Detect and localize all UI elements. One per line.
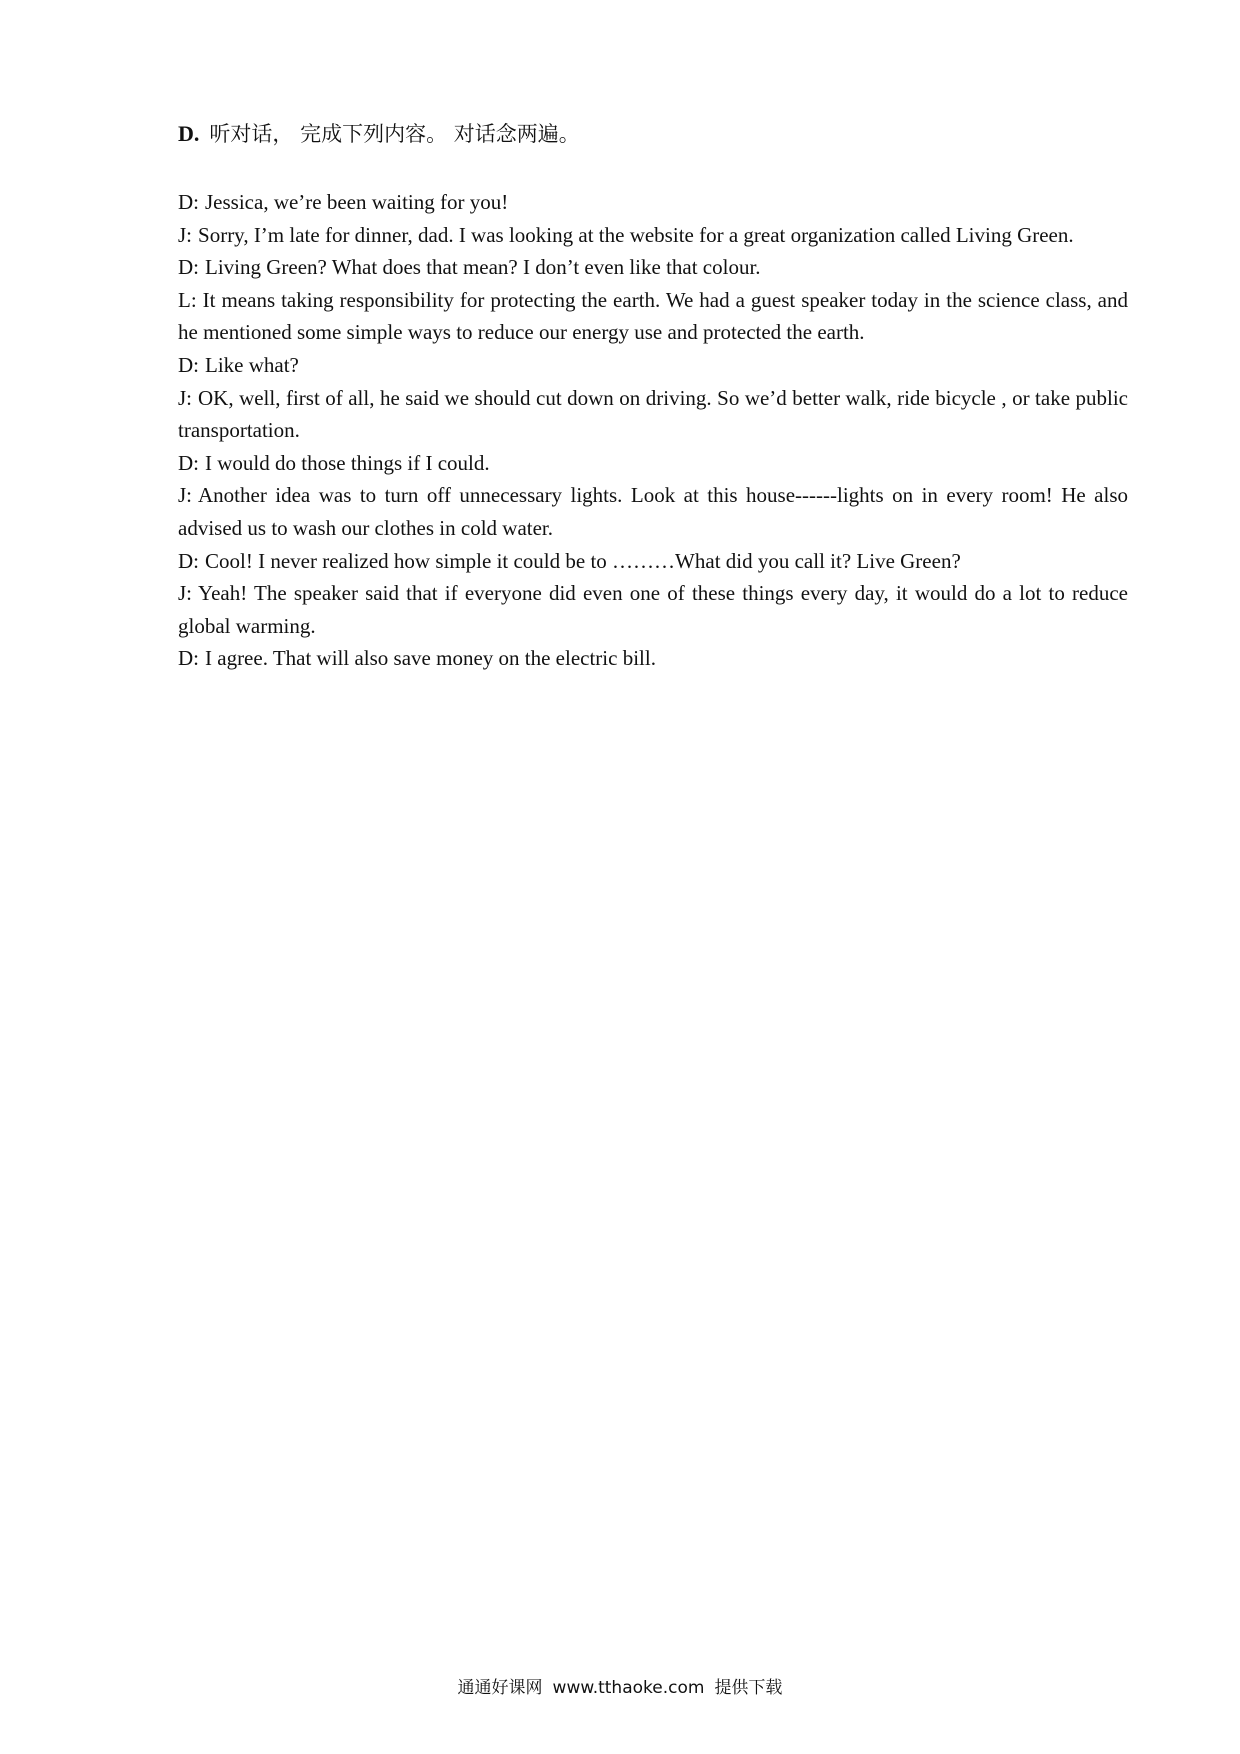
speaker-label: J: (178, 385, 193, 410)
dialogue-line (178, 251, 1128, 284)
speaker-label: J: (178, 483, 193, 508)
line-text: Living Green? What does that mean? I don’t even like that colour. (205, 255, 761, 280)
speaker-label: J: (178, 581, 193, 606)
dialogue-line (178, 349, 1128, 382)
line-text: Another idea was to turn off unnecessary lights. Look at this house------lights on in every room! He also advised us to wash our clothes in cold water. (178, 483, 1128, 540)
line-text: Sorry, I’m late for dinner, dad. I was looking at the website for a great organization called Living Green. (198, 222, 1074, 247)
line-text: Like what? (205, 352, 299, 377)
footer-url: www.tthaoke.com (552, 1678, 705, 1698)
speaker-label: D: (178, 548, 199, 573)
speaker-label: D: (178, 450, 199, 475)
dialogue-line (178, 186, 1128, 219)
line-text: It means taking responsibility for protecting the earth. We had a guest speaker today in the science class, and he mentioned some simple ways to reduce our energy use and protected the earth. (178, 287, 1128, 345)
section-instruction: 听对话， 完成下列内容。 对话念两遍。 (209, 122, 580, 146)
dialogue-line (178, 577, 1128, 642)
speaker-label: L: (178, 287, 197, 312)
dialogue-line (178, 479, 1128, 544)
dialogue-line (178, 447, 1128, 480)
section-heading (178, 118, 580, 150)
page-footer (0, 1676, 1240, 1700)
line-text: Cool! I never realized how simple it could be to ………What did you call it? Live Green? (205, 548, 961, 573)
footer-suffix: 提供下载 (714, 1678, 783, 1698)
dialogue-line (178, 382, 1128, 447)
section-letter: D. (178, 121, 200, 146)
dialogue-transcript (178, 186, 1128, 675)
speaker-label: D: (178, 255, 199, 280)
line-text: I would do those things if I could. (205, 450, 490, 475)
line-text: OK, well, first of all, he said we should cut down on driving. So we’d better walk, ride bicycle , or take public transportation. (178, 385, 1128, 443)
speaker-label: D: (178, 646, 199, 671)
footer-site-name: 通通好课网 (457, 1678, 543, 1698)
line-text: Jessica, we’re been waiting for you! (205, 190, 509, 214)
speaker-label: D: (178, 352, 199, 377)
dialogue-line (178, 219, 1128, 252)
line-text: Yeah! The speaker said that if everyone did even one of these things every day, it would do a lot to reduce global warming. (178, 581, 1128, 638)
speaker-label: D: (178, 190, 199, 214)
dialogue-line (178, 642, 1128, 675)
line-text: I agree. That will also save money on the electric bill. (205, 646, 656, 671)
dialogue-line (178, 545, 1128, 578)
dialogue-line (178, 284, 1128, 349)
speaker-label: J: (178, 222, 193, 247)
